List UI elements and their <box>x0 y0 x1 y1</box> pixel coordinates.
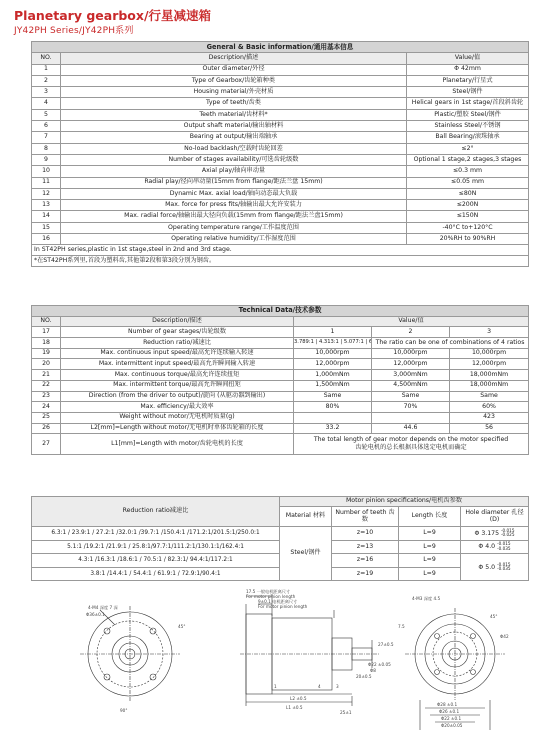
general-note-cn: *在ST42PH系列里,首段为塑料齿,其他第2段和第3段分别为钢齿。 <box>32 256 529 267</box>
table-row: 19 Max. continuous input speed/最高允许连续输入转速 10,000rpm 10,000rpm 10,000rpm <box>32 348 529 359</box>
technical-data-title: Technical Data/技术参数 <box>32 306 529 317</box>
angle-90-label: 90° <box>120 708 128 713</box>
phi20-label: Φ20±0.05 <box>441 723 463 728</box>
material-cell: Steel/钢件 <box>280 527 332 581</box>
gearbox-front-view <box>80 606 180 702</box>
table-row: 25 Weight without motor/无电机时质量(g) 423 <box>32 412 529 423</box>
table-row: 10 Axial play/轴向串动量 ≤0.3 mm <box>32 166 529 177</box>
table-row: 11 Radial play/径向串动量(15mm from flange/距法兰盘 15mm) ≤0.05 mm <box>32 177 529 188</box>
l1-label: L1 ±0.5 <box>286 705 303 710</box>
mounting-holes-label: 4-M4 深度 7 深 <box>88 605 118 610</box>
table-row: 3 Housing material/外壳材质 Steel/钢件 <box>32 87 529 98</box>
dim-3-label: 3 <box>336 684 339 689</box>
length-header: Length 长度 <box>399 507 461 527</box>
reduction-ratio-cell: 3.789:1 | 4.313:1 | 5.077:1 | <box>294 338 372 349</box>
hole-diameter-cell: Φ 3.175 -0.015 -0.025 <box>461 527 529 541</box>
hole-header: Hole diameter 孔径 (D) <box>461 507 529 527</box>
pinion-length-label: 9±0.1 电机距离尺寸 <box>258 599 298 604</box>
angle-label: 45° <box>178 624 186 629</box>
table-row: 6.3:1 / 23.9:1 / 27.2:1 /32.0:1 /39.7:1 /150.4:1 /171.2:1/201.5:1/250.0:1 Steel/钢件 z=10 L=9 Φ 3.175 -0.015 -0.025 <box>32 527 529 541</box>
phi22-label: Φ22 ±0.05 <box>368 662 391 667</box>
table-row: 6 Output shaft material/输出轴材料 Stainless Steel/不锈钢 <box>32 121 529 132</box>
table-row: 27 L1[mm]=Length with motor/齿轮电机的长度 The total length of gear motor depends on the motor specified 齿轮电机的总长根据具体选定电机而确定 <box>32 434 529 455</box>
pinion-title: Motor pinion specifications/电机齿参数 <box>280 497 529 507</box>
hole-diameter-cell: Φ 5.0 -0.015 -0.035 <box>461 554 529 581</box>
col-header-desc: Description/描述 <box>61 53 407 64</box>
table-row: 5.1:1 /19.2:1 /21.9:1 / 25.8:1/97.7:1/111.2:1/130.1:1/162.4:1 z=13 L=9 Φ 4.0 -0.015 -0.035 <box>32 540 529 554</box>
table-row: 5 Teeth material/齿材料* Plastic/塑胶 Steel/钢件 <box>32 109 529 120</box>
phi42-label: Φ42 <box>500 634 509 639</box>
technical-data-table <box>31 305 529 455</box>
pitch-label: Φ36±0.1 <box>86 612 105 617</box>
general-info-table <box>31 41 529 267</box>
dim-1-label: 1 <box>274 684 277 689</box>
pinion-spec-table <box>31 496 529 581</box>
col-header-no: NO. <box>32 53 61 64</box>
gearbox-side-view <box>240 594 380 706</box>
table-row: 22 Max. intermittent torque/最高允许瞬间扭矩 1,500mNm 4,500mNm 18,000mNm <box>32 380 529 391</box>
page-title: Planetary gearbox/行星减速箱 <box>14 8 212 23</box>
technical-drawing <box>0 588 560 736</box>
screw-label: 4-M3 深度 4.5 <box>412 596 441 601</box>
dim-20-label: 20±0.5 <box>356 674 372 679</box>
length-note-cn: 齿轮电机的总长根据具体选定电机而确定 <box>355 444 467 452</box>
table-row: 8 No-load backlash/空载时齿轮回差 ≤2° <box>32 143 529 154</box>
table-row: 4 Type of teeth/齿类 Helical gears in 1st stage/首段斜齿轮 <box>32 98 529 109</box>
col-header-no: NO. <box>32 316 61 327</box>
phi28-label: Φ28 ±0.1 <box>437 702 458 707</box>
angle-45-right-label: 45° <box>490 614 498 619</box>
col-header-value: Value/值 <box>294 316 529 327</box>
col-header-value: Value/值 <box>407 53 529 64</box>
teeth-header: Number of teeth 齿数 <box>332 507 399 527</box>
page-subtitle: JY42PH Series/JY42PH系列 <box>14 26 134 36</box>
length-note-en: The total length of gear motor depends on the motor specified <box>313 435 509 443</box>
table-row: 18 Reduction ratio/减速比 3.789:1 | 4.313:1 | 5.077:1 | The ratio can be one of combinations of 4 ratios <box>32 338 529 349</box>
table-row: 20 Max. intermittent input speed/最高允许瞬间输入转速 12,000rpm 12,000rpm 12,000rpm <box>32 359 529 370</box>
table-row: 3.8:1 /14.4:1 / 54.4:1 / 61.9:1 / 72.9:1/90.4:1 z=19 L=9 <box>32 567 529 581</box>
l2-label: L2 ±0.5 <box>290 696 307 701</box>
table-row: 2 Type of Gearbox/齿轮箱种类 Planetary/行星式 <box>32 75 529 86</box>
phi8-label: Φ8 <box>370 668 376 673</box>
motor-length-label: 17.5 一般电机距离尺寸 <box>246 589 291 594</box>
table-row: 13 Max. force for press fits/轴输出最大允许安装力 ≤200N <box>32 200 529 211</box>
table-row: 23 Direction (from the driver to output)/旋向 (从驱动器到输出) Same Same Same <box>32 391 529 402</box>
table-row: 21 Max. continuous torque/最高允许连续扭矩 1,000mNm 3,000mNm 18,000mNm <box>32 370 529 381</box>
table-row: 9 Number of stages availability/可选齿轮级数 Optional 1 stage,2 stages,3 stages <box>32 154 529 165</box>
general-info-title: General & Basic information/通用基本信息 <box>32 42 529 53</box>
table-row: 26 L2[mm]=Length without motor/无电机时单体齿轮箱的长度 33.2 44.6 56 <box>32 423 529 434</box>
hole-diameter-cell: Φ 4.0 -0.015 -0.035 <box>461 540 529 554</box>
table-row: 4.3:1 /16.3:1 /18.6:1 / 70.5:1 / 82.3:1/ 94.4:1/117.2:1 z=16 L=9 Φ 5.0 -0.015 -0.035 <box>32 554 529 568</box>
phi22b-label: Φ22 ±0.1 <box>441 716 462 721</box>
dim-4-label: 4 <box>318 684 321 689</box>
table-row: 16 Operating relative humidity/工作湿度范围 20%RH to 90%RH <box>32 234 529 245</box>
table-row: 17 Number of gear stages/齿轮级数 1 2 3 <box>32 327 529 338</box>
ratio-header: Reduction ratio减速比 <box>32 497 280 527</box>
table-row: 14 Max. radial force/轴输出最大径向负载(15mm from flange/距法兰盘15mm) ≤150N <box>32 211 529 222</box>
dim-27-label: 27±0.5 <box>378 642 394 647</box>
motor-note-label: For motor pinion length <box>246 594 296 599</box>
pinion-note-label: For motor pinion length <box>258 604 308 609</box>
col-header-desc: Description/描述 <box>61 316 294 327</box>
table-row: 24 Max. efficiency/最大效率 80% 70% 60% <box>32 402 529 413</box>
general-note-en: In ST42PH series,plastic in 1st stage,steel in 2nd and 3rd stage. <box>32 245 529 256</box>
table-row: 7 Bearing at output/输出端轴承 Ball Bearing/滚珠轴承 <box>32 132 529 143</box>
material-header: Material 材料 <box>280 507 332 527</box>
flat-label: 7.5 <box>398 624 405 629</box>
ratio-note: The ratio can be one of combinations of 4 ratios <box>372 338 529 349</box>
table-row: 12 Dynamic Max. axial load/轴向动态最大负载 ≤80N <box>32 188 529 199</box>
phi26-label: Φ26 ±0.1 <box>439 709 460 714</box>
table-row: 1 Outer diameter/外径 Φ 42mm <box>32 64 529 75</box>
dim-25-label: 25±1 <box>340 710 352 715</box>
table-row: 15 Operating temperature range/工作温度范围 -40°C to+120°C <box>32 222 529 233</box>
